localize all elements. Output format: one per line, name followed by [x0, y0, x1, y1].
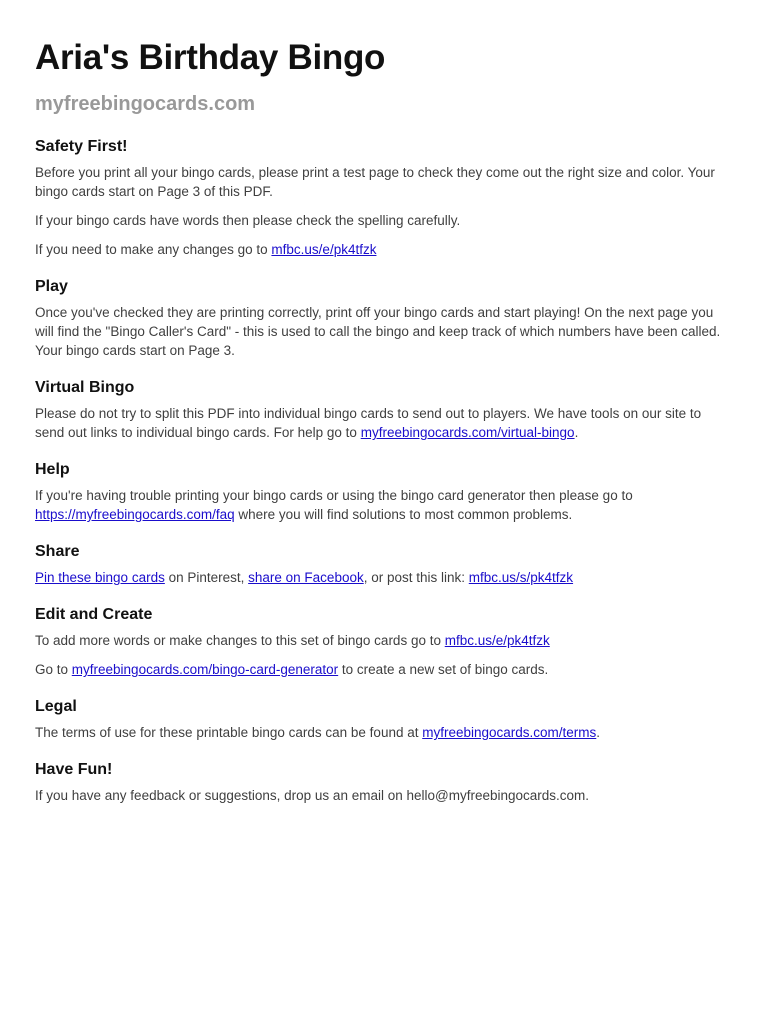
paragraph-text: If you need to make any changes go to — [35, 242, 272, 257]
site-name: myfreebingocards.com — [35, 93, 256, 115]
paragraph — [35, 240, 733, 259]
paragraph — [35, 660, 733, 679]
paragraph-text: Please do not try to split this PDF into individual bingo cards to send out to players. We have tools on our site to send out links to individual bingo cards. For help go to — [35, 406, 702, 440]
paragraph: Once you've checked they are printing correctly, print off your bingo cards and start playing! On the next page you will find the "Bingo Caller's Card" - this is used to call the bingo and keep track of which numbers have been called. Your bingo cards start on Page 3. — [35, 305, 721, 358]
paragraph-text: To add more words or make changes to this set of bingo cards go to — [35, 633, 445, 648]
paragraph — [35, 723, 733, 742]
paragraph: Before you print all your bingo cards, please print a test page to check they come out the right size and color. Your bingo cards start on Page 3 of this PDF. — [35, 165, 715, 199]
page-title: Aria's Birthday Bingo — [35, 38, 386, 77]
section-edit-and-create — [35, 605, 733, 679]
paragraph: If you have any feedback or suggestions, drop us an email on hello@myfreebingocards.com. — [35, 788, 590, 803]
section-heading: Legal — [35, 698, 77, 715]
section-heading: Safety First! — [35, 138, 128, 155]
facebook-link[interactable]: share on Facebook — [248, 570, 364, 585]
paragraph-text: Go to — [35, 662, 72, 677]
paragraph-text: on Pinterest, — [164, 570, 249, 585]
paragraph-text: , or post this link: — [363, 570, 469, 585]
faq-link[interactable]: https://myfreebingocards.com/faq — [35, 507, 235, 522]
paragraph: If your bingo cards have words then please check the spelling carefully. — [35, 213, 461, 228]
section-share — [35, 542, 733, 587]
edit-link[interactable]: mfbc.us/e/pk4tfzk — [271, 242, 377, 257]
paragraph — [35, 404, 733, 442]
section-have-fun — [35, 760, 733, 805]
virtual-bingo-link[interactable]: myfreebingocards.com/virtual-bingo — [360, 425, 575, 440]
paragraph-text: The terms of use for these printable bingo cards can be found at — [35, 725, 423, 740]
section-safety-first — [35, 137, 733, 259]
section-virtual-bingo — [35, 378, 733, 442]
section-heading: Share — [35, 543, 80, 560]
paragraph — [35, 631, 733, 650]
section-heading: Play — [35, 278, 68, 295]
section-heading: Have Fun! — [35, 761, 113, 778]
section-heading: Edit and Create — [35, 606, 153, 623]
paragraph — [35, 568, 733, 587]
paragraph-text: where you will find solutions to most common problems. — [234, 507, 573, 522]
section-heading: Virtual Bingo — [35, 379, 135, 396]
paragraph-text: . — [574, 425, 579, 440]
paragraph-text: If you're having trouble printing your bingo cards or using the bingo card generator then please go to — [35, 488, 633, 503]
generator-link[interactable]: myfreebingocards.com/bingo-card-generator — [71, 662, 339, 677]
section-heading: Help — [35, 461, 70, 478]
edit-link[interactable]: mfbc.us/e/pk4tfzk — [444, 633, 550, 648]
share-link[interactable]: mfbc.us/s/pk4tfzk — [468, 570, 574, 585]
terms-link[interactable]: myfreebingocards.com/terms — [422, 725, 597, 740]
paragraph — [35, 486, 733, 524]
section-help — [35, 460, 733, 524]
paragraph-text: . — [596, 725, 601, 740]
pinterest-link[interactable]: Pin these bingo cards — [35, 570, 165, 585]
section-legal — [35, 697, 733, 742]
paragraph-text: to create a new set of bingo cards. — [338, 662, 549, 677]
section-play — [35, 277, 733, 360]
